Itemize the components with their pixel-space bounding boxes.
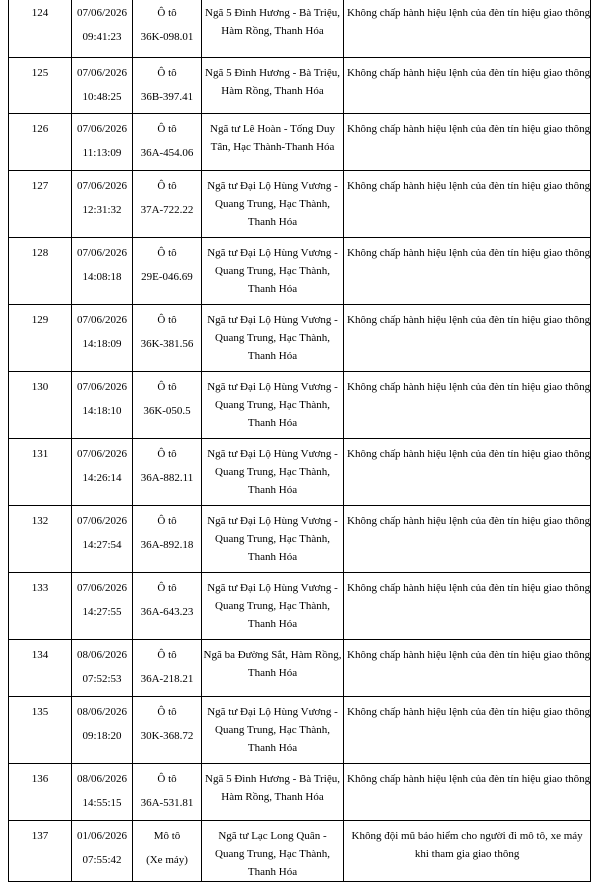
license-plate: 29E-046.69 [141, 271, 193, 283]
vehicle-cell [133, 439, 202, 506]
violation-time: 14:18:09 [82, 338, 122, 350]
vehicle-cell [133, 58, 202, 114]
timestamp-cell [72, 305, 133, 372]
vehicle-type: Ô tô [157, 7, 177, 19]
location-cell [202, 640, 344, 697]
violation-date: 07/06/2026 [76, 515, 128, 527]
row-number-cell [9, 114, 72, 171]
row-number: 130 [31, 381, 49, 393]
vehicle-cell [133, 114, 202, 171]
location-cell [202, 764, 344, 821]
violation-date: 07/06/2026 [76, 381, 128, 393]
license-plate: 36B-397.41 [140, 91, 194, 103]
row-number: 135 [31, 706, 49, 718]
location-line: Thanh Hóa [247, 551, 298, 563]
timestamp-cell [72, 0, 133, 58]
location-line: Quang Trung, Hạc Thành, [215, 724, 330, 736]
timestamp-cell [72, 372, 133, 439]
violation-text: Không chấp hành hiệu lệnh của đèn tín hiệu giao thông [347, 247, 591, 259]
license-plate: 36K-050.5 [143, 405, 191, 417]
row-number: 131 [31, 448, 49, 460]
violation-date: 07/06/2026 [76, 7, 128, 19]
row-number-cell [9, 764, 72, 821]
violation-date: 08/06/2026 [76, 649, 128, 661]
vehicle-type: Ô tô [157, 314, 177, 326]
violation-table-page [8, 0, 591, 882]
violation-time: 12:31:32 [82, 204, 122, 216]
table-row [9, 0, 591, 58]
violation-date: 07/06/2026 [76, 67, 128, 79]
vehicle-type: Ô tô [157, 123, 177, 135]
location-line: Thanh Hóa [247, 866, 298, 878]
timestamp-cell [72, 506, 133, 573]
violation-cell [344, 764, 591, 821]
table-row [9, 764, 591, 821]
violation-text: Không chấp hành hiệu lệnh của đèn tín hiệu giao thông [347, 706, 591, 718]
violation-cell [344, 573, 591, 640]
timestamp-cell [72, 573, 133, 640]
row-number: 132 [31, 515, 49, 527]
violation-table [8, 0, 591, 882]
vehicle-type: Ô tô [157, 448, 177, 460]
vehicle-type: Ô tô [157, 706, 177, 718]
violation-cell [344, 238, 591, 305]
vehicle-cell [133, 640, 202, 697]
timestamp-cell [72, 697, 133, 764]
row-number-cell [9, 640, 72, 697]
table-row [9, 439, 591, 506]
violation-text: Không chấp hành hiệu lệnh của đèn tín hiệu giao thông [347, 448, 591, 460]
violation-time: 11:13:09 [82, 147, 122, 159]
timestamp-cell [72, 171, 133, 238]
violation-cell [344, 0, 591, 58]
location-line: Ngã tư Đại Lộ Hùng Vương - [207, 706, 338, 718]
table-row [9, 238, 591, 305]
location-cell [202, 439, 344, 506]
vehicle-cell [133, 697, 202, 764]
violation-cell [344, 372, 591, 439]
location-line: Quang Trung, Hạc Thành, [215, 332, 330, 344]
location-line: Thanh Hóa [247, 350, 298, 362]
row-number-cell [9, 697, 72, 764]
table-row [9, 114, 591, 171]
table-row [9, 573, 591, 640]
violation-date: 01/06/2026 [76, 830, 128, 842]
row-number-cell [9, 171, 72, 238]
vehicle-type: Ô tô [157, 515, 177, 527]
vehicle-type: Ô tô [157, 773, 177, 785]
vehicle-cell [133, 821, 202, 882]
violation-text: Không chấp hành hiệu lệnh của đèn tín hiệu giao thông [347, 773, 591, 785]
violation-cell [344, 821, 591, 882]
violation-cell [344, 439, 591, 506]
violation-text: Không đội mũ bảo hiểm cho người đi mô tô, xe máy [351, 830, 583, 842]
violation-cell [344, 305, 591, 372]
location-line: Ngã tư Đại Lộ Hùng Vương - [207, 448, 338, 460]
row-number: 136 [31, 773, 49, 785]
location-line: Thanh Hóa [247, 283, 298, 295]
violation-time: 14:27:55 [82, 606, 122, 618]
table-row [9, 640, 591, 697]
violation-cell [344, 171, 591, 238]
timestamp-cell [72, 821, 133, 882]
location-cell [202, 0, 344, 58]
violation-time: 09:18:20 [82, 730, 122, 742]
location-line: Thanh Hóa [247, 618, 298, 630]
violation-date: 08/06/2026 [76, 773, 128, 785]
vehicle-type: Mô tô [153, 830, 181, 842]
location-cell [202, 58, 344, 114]
location-line: Ngã tư Đại Lộ Hùng Vương - [207, 515, 338, 527]
location-line: Ngã tư Đại Lộ Hùng Vương - [207, 381, 338, 393]
violation-text: Không chấp hành hiệu lệnh của đèn tín hiệu giao thông [347, 314, 591, 326]
vehicle-type: Ô tô [157, 180, 177, 192]
row-number-cell [9, 439, 72, 506]
violation-text: Không chấp hành hiệu lệnh của đèn tín hiệu giao thông [347, 582, 591, 594]
location-line: Quang Trung, Hạc Thành, [215, 466, 330, 478]
violation-date: 08/06/2026 [76, 706, 128, 718]
vehicle-cell [133, 764, 202, 821]
row-number-cell [9, 238, 72, 305]
row-number-cell [9, 573, 72, 640]
location-line: Thanh Hóa [247, 417, 298, 429]
vehicle-cell [133, 305, 202, 372]
location-cell [202, 506, 344, 573]
location-cell [202, 171, 344, 238]
violation-cell [344, 697, 591, 764]
violation-cell [344, 114, 591, 171]
violation-date: 07/06/2026 [76, 314, 128, 326]
violation-time: 14:18:10 [82, 405, 122, 417]
location-line: Hàm Rồng, Thanh Hóa [221, 85, 324, 97]
timestamp-cell [72, 58, 133, 114]
row-number-cell [9, 0, 72, 58]
vehicle-type: Ô tô [157, 67, 177, 79]
row-number: 134 [31, 649, 49, 661]
row-number: 126 [31, 123, 49, 135]
location-line: Ngã tư Đại Lộ Hùng Vương - [207, 314, 338, 326]
violation-time: 14:55:15 [82, 797, 122, 809]
violation-time: 14:27:54 [82, 539, 122, 551]
location-line: Thanh Hóa [247, 484, 298, 496]
row-number: 137 [31, 830, 49, 842]
violation-time: 10:48:25 [82, 91, 122, 103]
violation-date: 07/06/2026 [76, 582, 128, 594]
vehicle-cell [133, 506, 202, 573]
location-cell [202, 697, 344, 764]
location-line: Quang Trung, Hạc Thành, [215, 198, 330, 210]
violation-text: Không chấp hành hiệu lệnh của đèn tín hiệu giao thông [347, 649, 591, 661]
violation-cell [344, 58, 591, 114]
violation-text: Không chấp hành hiệu lệnh của đèn tín hiệu giao thông [347, 123, 591, 135]
license-plate: (Xe máy) [146, 854, 188, 866]
location-line: Quang Trung, Hạc Thành, [215, 533, 330, 545]
violation-time: 14:26:14 [82, 472, 122, 484]
location-line: Ngã tư Đại Lộ Hùng Vương - [207, 180, 338, 192]
violation-date: 07/06/2026 [76, 180, 128, 192]
vehicle-cell [133, 372, 202, 439]
vehicle-cell [133, 171, 202, 238]
location-line: Quang Trung, Hạc Thành, [215, 399, 330, 411]
vehicle-type: Ô tô [157, 247, 177, 259]
violation-time: 07:55:42 [82, 854, 122, 866]
location-line: Quang Trung, Hạc Thành, [215, 848, 330, 860]
timestamp-cell [72, 764, 133, 821]
timestamp-cell [72, 238, 133, 305]
location-cell [202, 372, 344, 439]
location-line: Ngã tư Lê Hoàn - Tống Duy [210, 123, 335, 135]
violation-time: 09:41:23 [82, 31, 122, 43]
vehicle-type: Ô tô [157, 381, 177, 393]
row-number-cell [9, 305, 72, 372]
row-number: 125 [31, 67, 49, 79]
location-cell [202, 573, 344, 640]
license-plate: 36A-454.06 [140, 147, 194, 159]
vehicle-type: Ô tô [157, 582, 177, 594]
violation-time: 07:52:53 [82, 673, 122, 685]
table-row [9, 697, 591, 764]
vehicle-cell [133, 0, 202, 58]
location-line: Ngã 5 Đình Hương - Bà Triệu, [205, 7, 340, 19]
violation-text: Không chấp hành hiệu lệnh của đèn tín hiệu giao thông [347, 515, 591, 527]
violation-cell [344, 506, 591, 573]
vehicle-type: Ô tô [157, 649, 177, 661]
table-row [9, 506, 591, 573]
location-cell [202, 114, 344, 171]
row-number-cell [9, 372, 72, 439]
location-cell [202, 821, 344, 882]
license-plate: 36K-381.56 [140, 338, 194, 350]
violation-date: 07/06/2026 [76, 448, 128, 460]
location-line: Tân, Hạc Thành-Thanh Hóa [210, 141, 335, 153]
location-line: Quang Trung, Hạc Thành, [215, 265, 330, 277]
violation-text: Không chấp hành hiệu lệnh của đèn tín hiệu giao thông [347, 67, 591, 79]
violation-cell [344, 640, 591, 697]
timestamp-cell [72, 640, 133, 697]
location-line: Hàm Rồng, Thanh Hóa [221, 791, 324, 803]
location-line: Thanh Hóa [247, 667, 298, 679]
license-plate: 37A-722.22 [140, 204, 194, 216]
violation-text: Không chấp hành hiệu lệnh của đèn tín hiệu giao thông [347, 7, 591, 19]
license-plate: 36A-531.81 [140, 797, 194, 809]
location-line: Ngã tư Đại Lộ Hùng Vương - [207, 582, 338, 594]
location-line: Thanh Hóa [247, 742, 298, 754]
violation-date: 07/06/2026 [76, 247, 128, 259]
violation-text: khi tham gia giao thông [414, 848, 520, 860]
row-number: 128 [31, 247, 49, 259]
license-plate: 36K-098.01 [140, 31, 194, 43]
row-number-cell [9, 821, 72, 882]
license-plate: 36A-882.11 [140, 472, 194, 484]
license-plate: 30K-368.72 [140, 730, 194, 742]
row-number-cell [9, 506, 72, 573]
license-plate: 36A-892.18 [140, 539, 194, 551]
location-line: Quang Trung, Hạc Thành, [215, 600, 330, 612]
vehicle-cell [133, 238, 202, 305]
location-line: Thanh Hóa [247, 216, 298, 228]
location-line: Hàm Rồng, Thanh Hóa [221, 25, 324, 37]
location-cell [202, 305, 344, 372]
license-plate: 36A-218.21 [140, 673, 194, 685]
location-line: Ngã ba Đường Sắt, Hàm Rồng, [203, 649, 342, 661]
row-number: 129 [31, 314, 49, 326]
timestamp-cell [72, 439, 133, 506]
row-number: 127 [31, 180, 49, 192]
violation-table-body [9, 0, 591, 882]
row-number-cell [9, 58, 72, 114]
violation-text: Không chấp hành hiệu lệnh của đèn tín hiệu giao thông [347, 180, 591, 192]
table-row [9, 305, 591, 372]
table-row [9, 372, 591, 439]
license-plate: 36A-643.23 [140, 606, 194, 618]
location-line: Ngã 5 Đình Hương - Bà Triệu, [205, 67, 340, 79]
violation-date: 07/06/2026 [76, 123, 128, 135]
timestamp-cell [72, 114, 133, 171]
vehicle-cell [133, 573, 202, 640]
table-row [9, 58, 591, 114]
location-line: Ngã 5 Đình Hương - Bà Triệu, [205, 773, 340, 785]
table-row [9, 171, 591, 238]
violation-text: Không chấp hành hiệu lệnh của đèn tín hiệu giao thông [347, 381, 591, 393]
row-number: 133 [31, 582, 49, 594]
violation-time: 14:08:18 [82, 271, 122, 283]
location-cell [202, 238, 344, 305]
location-line: Ngã tư Lạc Long Quân - [218, 830, 327, 842]
row-number: 124 [31, 7, 49, 19]
location-line: Ngã tư Đại Lộ Hùng Vương - [207, 247, 338, 259]
table-row [9, 821, 591, 882]
